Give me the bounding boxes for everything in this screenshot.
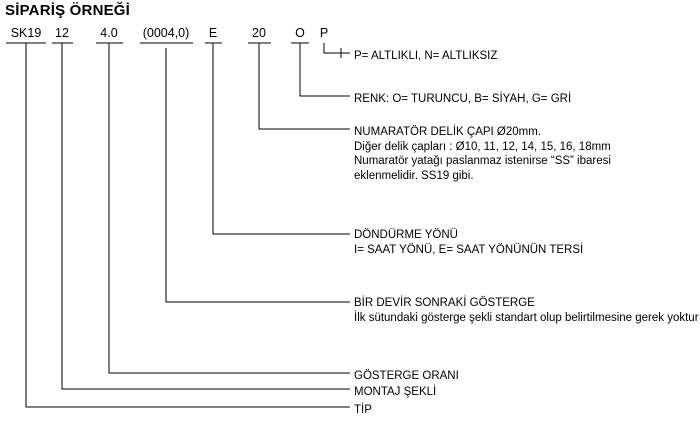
callout-line: I= SAAT YÖNÜ, E= SAAT YÖNÜNÜN TERSİ: [354, 243, 584, 256]
callout-line: Numaratör yatağı paslanmaz istenirse “SS” ibaresi: [354, 155, 611, 167]
code-token: 4.0: [100, 26, 118, 40]
callout-line: NUMARATÖR DELİK ÇAPI Ø20mm.: [354, 126, 542, 138]
code-token: 20: [252, 26, 266, 40]
code-token: O: [295, 26, 305, 40]
leader-renk: [300, 43, 350, 96]
leader-tip: [26, 43, 350, 407]
code-token: P: [319, 26, 329, 40]
leader-gosterge-orani: [109, 43, 350, 373]
callout-line: RENK: O= TURUNCU, B= SİYAH, G= GRİ: [354, 93, 572, 105]
callout-line: BİR DEVİR SONRAKİ GÖSTERGE: [354, 297, 535, 309]
callout-line: P= ALTLIKLI, N= ALTLIKSIZ: [354, 50, 498, 62]
callout-bir-devir-sonraki-gosterge: [354, 296, 699, 325]
callout-line: Diğer delik çapları : Ø10, 11, 12, 14, 15, 16, 18mm: [354, 140, 611, 153]
callout-gosterge-orani: [354, 369, 459, 384]
leader-altlikli: [324, 43, 350, 53]
callout-numarator-delik-capi: [354, 125, 611, 183]
leader-montaj: [62, 43, 350, 389]
callout-altlikli: [354, 49, 497, 64]
callout-montaj-sekli: [354, 385, 436, 400]
callout-line: eklenmelidir. SS19 gibi.: [354, 169, 474, 182]
code-token: (0004,0): [142, 26, 190, 40]
code-token: SK19: [10, 26, 42, 40]
callout-line: TİP: [354, 404, 372, 416]
callout-line: MONTAJ ŞEKLİ: [354, 386, 437, 398]
page-title: SİPARİŞ ÖRNEĞİ: [5, 2, 131, 19]
callout-line: DÖNDÜRME YÖNÜ: [354, 229, 458, 241]
leader-numarator: [259, 43, 350, 129]
leader-bir-devir: [166, 48, 350, 302]
callout-renk: [354, 92, 571, 107]
callout-tip: [354, 403, 372, 418]
callout-line: İlk sütundaki gösterge şekli standart olup belirtilmesine gerek yoktur: [354, 311, 699, 324]
callout-line: GÖSTERGE ORANI: [354, 370, 459, 382]
code-token: 12: [55, 26, 69, 40]
leader-dondurme: [213, 43, 350, 234]
callout-dondurme-yonu: [354, 228, 583, 257]
code-token: E: [208, 26, 218, 40]
